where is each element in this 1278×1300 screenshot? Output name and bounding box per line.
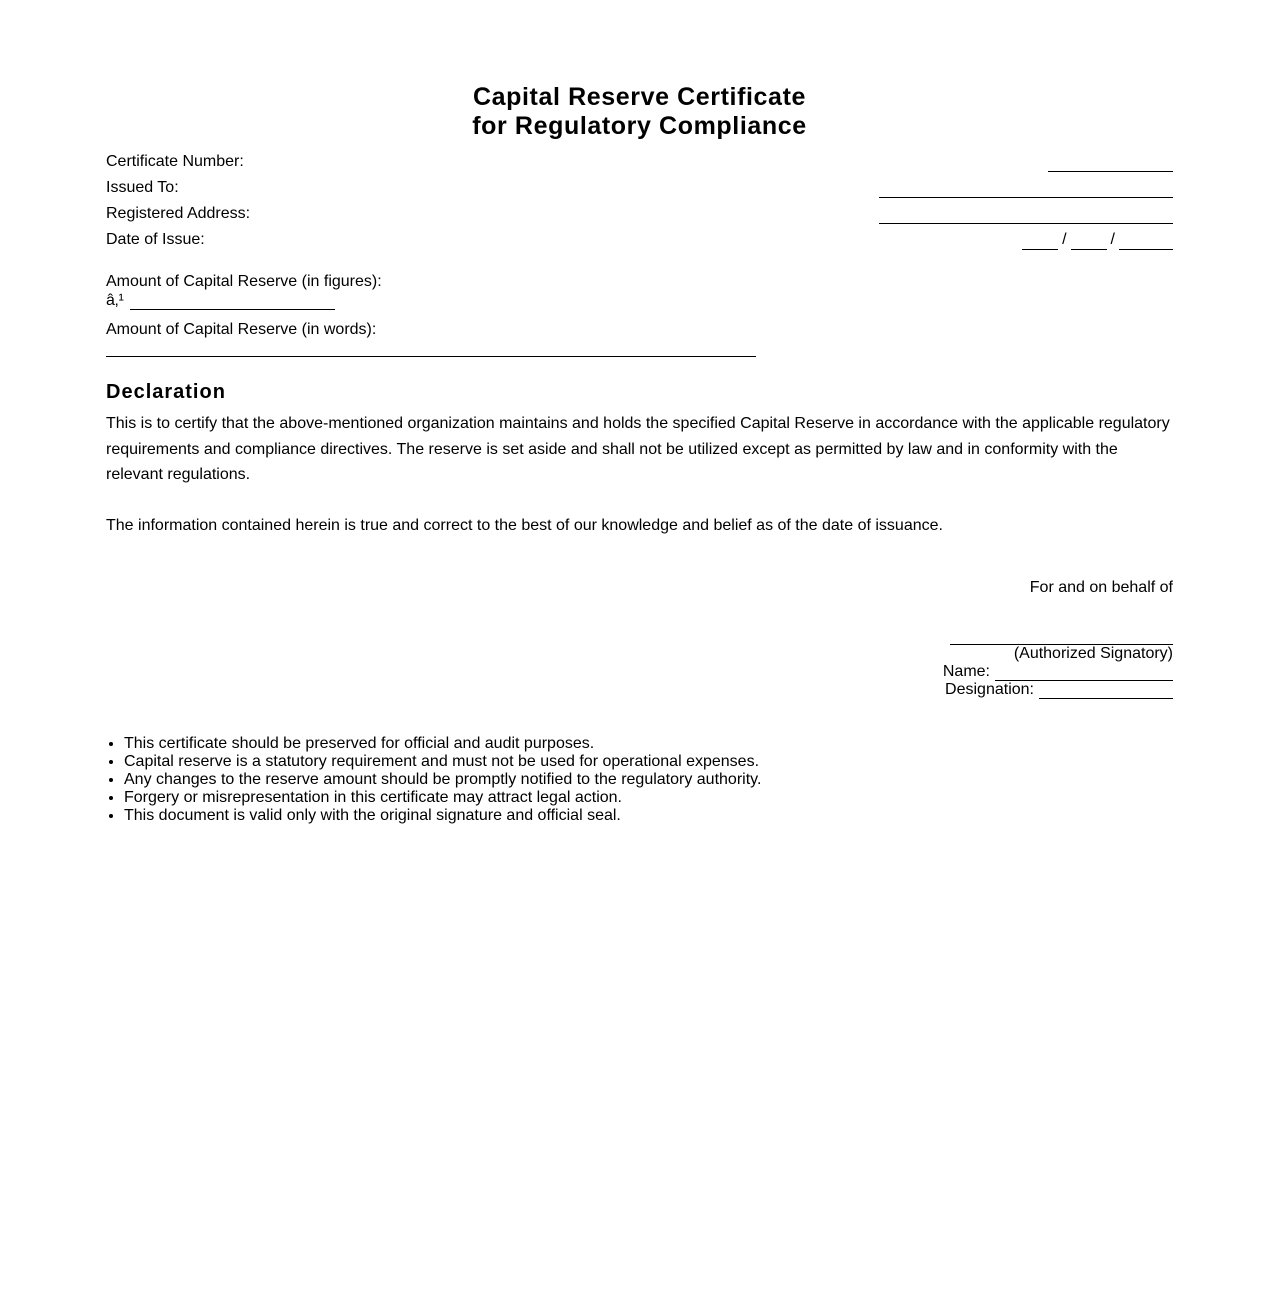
signatory-designation-blank[interactable] [1039, 681, 1173, 699]
currency-symbol: â‚¹ [106, 292, 124, 309]
signatory-designation-field [945, 681, 1173, 699]
signatory-name-field [943, 663, 1173, 681]
list-item: • Capital reserve is a statutory requirement and must not be used for operational expenses. [124, 753, 761, 771]
date-separator-2: / [1110, 231, 1115, 248]
authorized-signatory-caption: (Authorized Signatory) [1013, 645, 1173, 662]
certificate-number-row [106, 152, 1173, 178]
issued-to-blank[interactable] [879, 178, 1173, 198]
signatory-name-blank[interactable] [995, 663, 1173, 681]
list-item: • Any changes to the reserve amount should be promptly notified to the regulatory authority. [124, 771, 761, 789]
certificate-number-label: Certificate Number: [106, 153, 244, 170]
declaration-paragraph-1: This is to certify that the above-mentioned organization maintains and holds the specified Capital Reserve in accordance with the applicable regulatory requirements and compliance directives. The reserve is set aside and shall not be utilized except as permitted by law and in conformity with the relevant regulations. [106, 415, 1170, 483]
date-of-issue-row [106, 230, 1173, 256]
registered-address-label: Registered Address: [106, 205, 251, 222]
date-separator-1: / [1062, 231, 1067, 248]
date-month-blank[interactable] [1071, 230, 1107, 250]
list-item: • This certificate should be preserved for official and audit purposes. [124, 735, 761, 753]
page-title [106, 83, 1173, 141]
title-line-1: Capital Reserve Certificate [472, 83, 806, 111]
date-of-issue-label: Date of Issue: [106, 231, 205, 248]
notes-list [106, 735, 761, 825]
date-of-issue-blank[interactable] [1022, 230, 1173, 250]
on-behalf-text: For and on behalf of [1029, 579, 1173, 596]
declaration-paragraph-2: The information contained herein is true and correct to the best of our knowledge and belief as of the date of issuance. [106, 517, 943, 534]
list-item: • Forgery or misrepresentation in this certificate may attract legal action. [124, 789, 761, 807]
issued-to-row [106, 178, 1173, 204]
declaration-heading: Declaration [106, 381, 226, 403]
date-year-blank[interactable] [1119, 230, 1173, 250]
registered-address-row [106, 204, 1173, 230]
title-line-2: for Regulatory Compliance [472, 112, 807, 140]
signatory-designation-label: Designation: [945, 681, 1034, 698]
amount-figures-blank[interactable] [130, 293, 335, 310]
amount-figures-label: Amount of Capital Reserve (in figures): [106, 273, 382, 290]
date-day-blank[interactable] [1022, 230, 1058, 250]
certificate-number-blank[interactable] [1048, 152, 1173, 172]
issued-to-label: Issued To: [106, 179, 179, 196]
certificate-page [106, 0, 1173, 1300]
amount-words-blank[interactable] [106, 356, 756, 357]
signatory-name-label: Name: [942, 663, 990, 680]
registered-address-blank[interactable] [879, 204, 1173, 224]
amount-words-label: Amount of Capital Reserve (in words): [106, 321, 377, 338]
amount-figures-field[interactable] [106, 292, 335, 310]
list-item: • This document is valid only with the original signature and official seal. [124, 807, 761, 825]
